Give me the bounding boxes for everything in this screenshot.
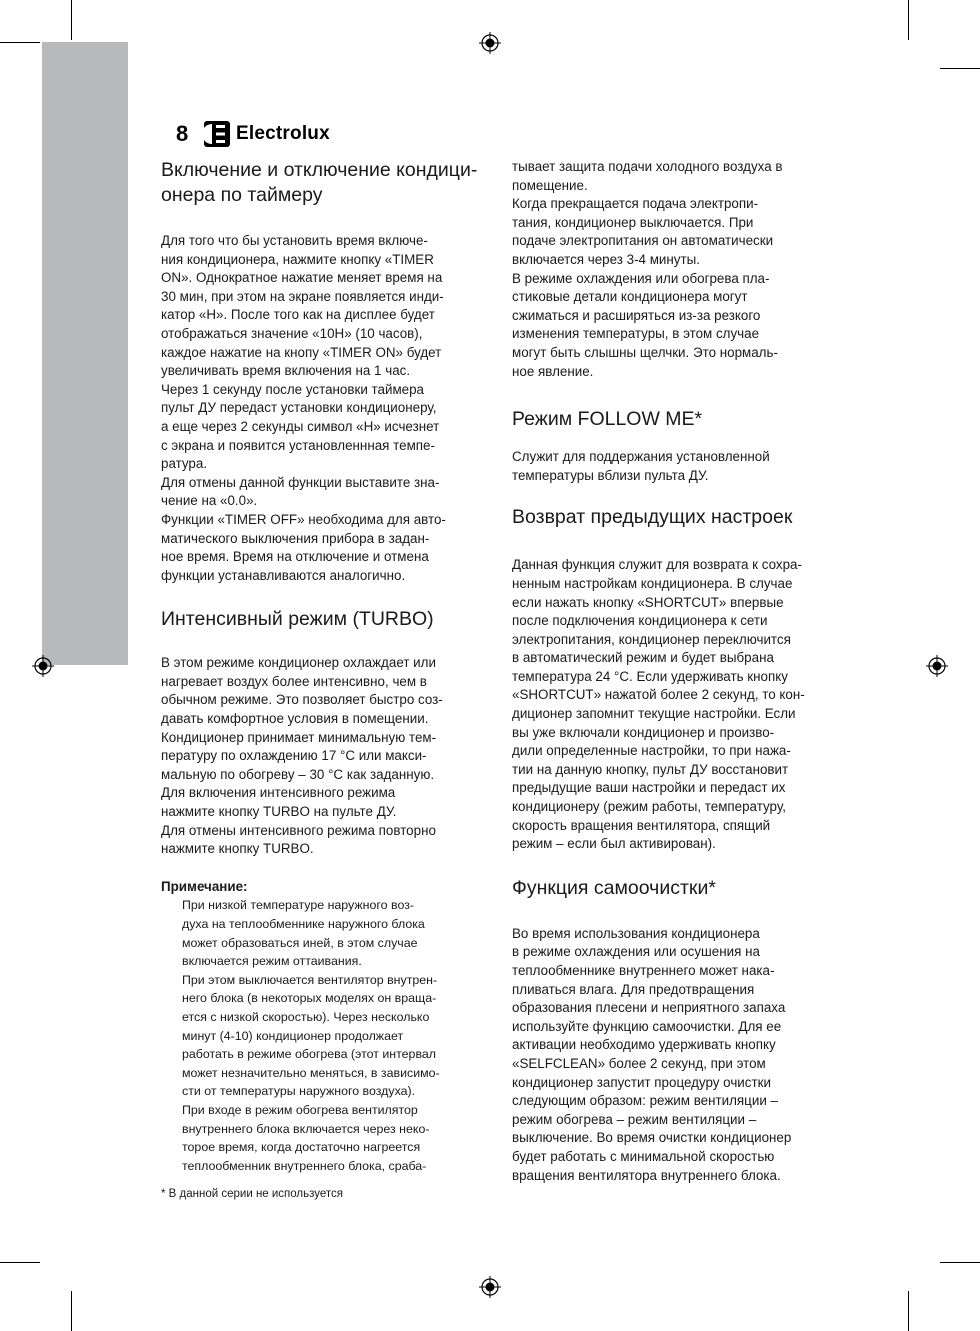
registration-mark-icon bbox=[479, 32, 501, 54]
page-number: 8 bbox=[176, 121, 189, 146]
restore-settings-text: Данная функция служит для возврата к сохра- ненным настройкам кондиционера. В случае если нажать кнопку «SHORTCUT» впервые после подключения кондиционера к сети электропитания, кондиционер переключится в автоматический режим и будет выбрана температура 24 °С. Если удерживать кнопку «SHORTCUT» нажатой более 2 секунд, то кон- диционер запомнит текущие настройки. Если вы уже включали кондиционер и произво- дили определенные настройки, то при нажа- тии на данную кнопку, пульт ДУ восстановит предыдущие ваши настройки и передаст их кондиционеру (режим работы, температуру, скорость вращения вентилятора, спящий режим – если был активирован). bbox=[512, 557, 805, 852]
crop-mark bbox=[908, 0, 909, 40]
crop-mark bbox=[940, 1262, 980, 1263]
follow-me-text: Служит для поддержания установленной температуры вблизи пульта ДУ. bbox=[512, 449, 770, 483]
page-header bbox=[176, 116, 330, 152]
self-clean-text: Во время использования кондиционера в режиме охлаждения или осушения на теплообменнике внутреннего может нака- пливаться влага. Для предотвращения образования плесени и неприятного запаха используйте функцию самоочистки. Для ее активации необходимо удерживать кнопку «SELFCLEAN» более 2 секунд, при этом кондиционер запустит процедуру очистки следующим образом: режим вентиляции – режим обогрева – режим вентиляции – выключение. Во время очистки кондиционер будет работать с минимальной скоростью вращения вентилятора внутреннего блока. bbox=[512, 925, 792, 1183]
left-column bbox=[161, 158, 491, 1175]
registration-mark-icon bbox=[479, 1276, 501, 1298]
turbo-text: В этом режиме кондиционер охлаждает или нагревает воздух более интенсивно, чем в обычном режиме. Это позволяет быстро соз- давать комфортное условия в помещении. Кондиционер принимает минимальную тем- пературу по охлаждению 17 °С или макси- мальную по обогреву – 30 °С как заданную. Для включения интенсивного режима нажмите кнопку TURBO на пульте ДУ. Для отмены интенсивного режима повторно нажмите кнопку TURBO. bbox=[161, 655, 443, 857]
registration-mark-icon bbox=[926, 655, 948, 677]
timer-text: Для того что бы установить время включе- ния кондиционера, нажмите кнопку «TIMER ON». Однократное нажатие меняет время на 30 мин, при этом на экране появляется инди- катор «H». После того как на дисплее будет отображаться значение «10H» (10 часов), каждое нажатие на кнопу «TIMER ON» будет увеличивать время включения на 1 час. Через 1 секунду после установки таймера пульт ДУ передаст установки кондиционеру, а еще через 2 секунды символ «H» исчезнет с экрана и появится установленнная темпе- ратура. Для отмены данной функции выставите зна- чение на «0.0». Функции «TIMER OFF» необходима для авто- матического выключения прибора в задан- ное время. Время на отключение и отмена функции устанавливаются аналогично. bbox=[161, 233, 446, 583]
right-column bbox=[512, 158, 842, 1185]
brand-name: Electrolux bbox=[236, 123, 330, 144]
registration-mark-icon bbox=[32, 655, 54, 677]
crop-mark bbox=[940, 68, 980, 69]
restore-settings-title: Возврат предыдущих настроек bbox=[512, 506, 793, 529]
self-clean-title: Функция самоочистки* bbox=[512, 876, 716, 899]
crop-mark bbox=[71, 0, 72, 40]
turbo-title: Интенсивный режим (TURBO) bbox=[161, 608, 434, 631]
timer-title: Включение и отключение кондици- онера по таймеру bbox=[161, 159, 478, 206]
follow-me-title: Режим FOLLOW ME* bbox=[512, 408, 703, 431]
side-band bbox=[42, 42, 128, 665]
footnote: * В данной серии не используется bbox=[161, 1188, 344, 1200]
note-title: Примечание: bbox=[161, 878, 248, 894]
crop-mark bbox=[908, 1291, 909, 1331]
crop-mark bbox=[0, 42, 40, 43]
crop-mark bbox=[0, 1262, 40, 1263]
electrolux-logo-icon bbox=[204, 121, 230, 147]
crop-mark bbox=[71, 1291, 72, 1331]
note-continuation: тывает защита подачи холодного воздуха в помещение. Когда прекращается подача электропи- тания, кондиционер выключается. При подаче электропитания он автоматически включается через 3-4 минуты. В режиме охлаждения или обогрева пла- стиковые детали кондиционера могут сжиматься и расширяться из-за резкого изменения температуры, в этом случае могут быть слышны щелчки. Это нормаль- ное явление. bbox=[512, 159, 783, 379]
note-text: При низкой температуре наружного воз- духа на теплообменнике наружного блока может образоваться иней, в этом случае включается режим оттаивания. При этом выключается вентилятор внутрен- него блока (в некоторых моделях он враща- ется с низкой скоростью). Через несколько минут (4-10) кондиционер продолжает работать в режиме обогрева (этот интервал может незначительно меняться, в зависимо- сти от температуры наружного воздуха). При входе в режим обогрева вентилятор внутреннего блока включается через неко- торое время, когда достаточно нагреется теплообменник внутреннего блока, сраба- bbox=[182, 898, 440, 1173]
